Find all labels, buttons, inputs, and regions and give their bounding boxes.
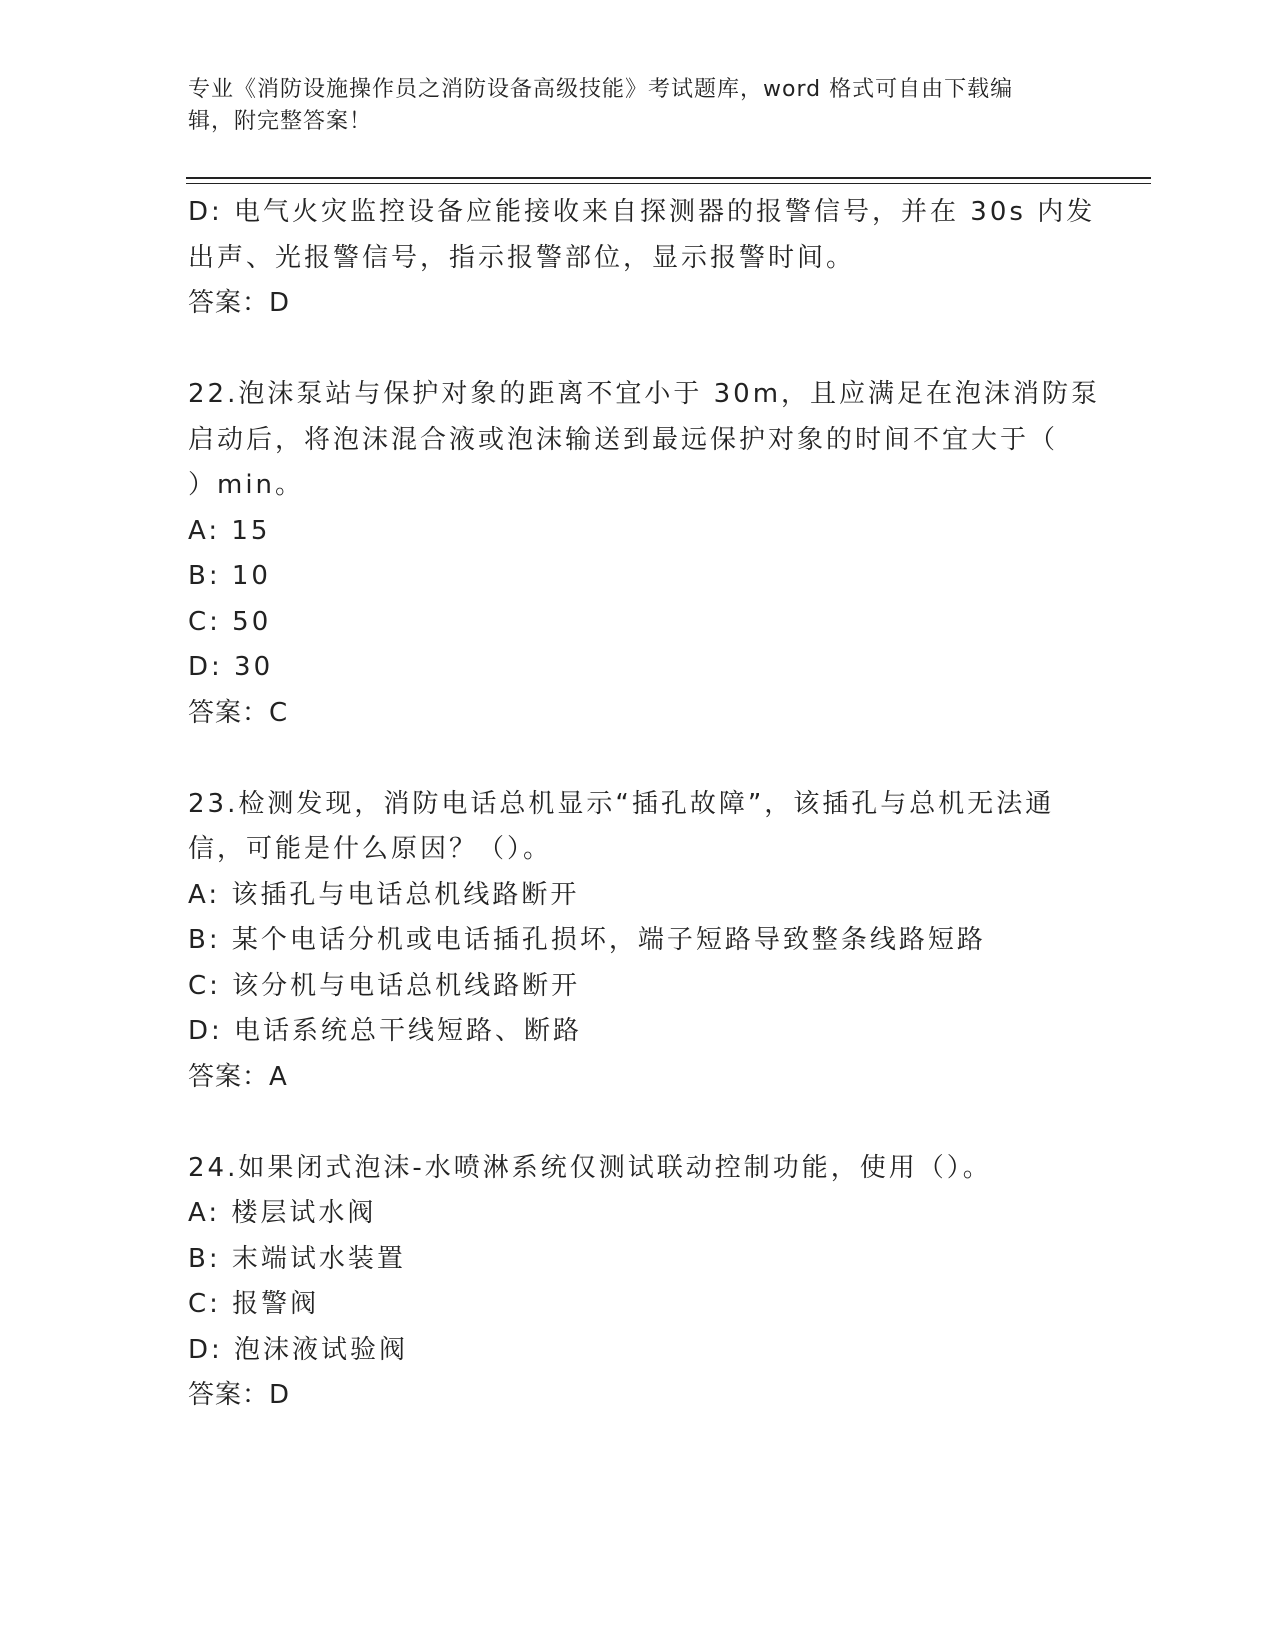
page-header — [188, 74, 1068, 138]
answer: 答案：A — [188, 1061, 288, 1092]
question-stem: ）min。 — [188, 470, 305, 500]
question-stem: 24.如果闭式泡沫-水喷淋系统仅测试联动控制功能，使用（）。 — [188, 1152, 992, 1183]
question-23 — [188, 782, 1088, 1101]
header-line-2: 辑，附完整答案！ — [188, 109, 373, 134]
answer: 答案：C — [188, 697, 289, 728]
question-24 — [188, 1146, 1088, 1419]
option-d: D: 30 — [188, 652, 274, 682]
option-b: B: 某个电话分机或电话插孔损坏，端子短路导致整条线路短路 — [188, 925, 986, 955]
question-stem: 23.检测发现，消防电话总机显示“插孔故障”，该插孔与总机无法通 — [188, 788, 1055, 819]
option-d: D: 电气火灾监控设备应能接收来自探测器的报警信号，并在 30s 内发 — [188, 197, 1096, 227]
question-stem: 22.泡沫泵站与保护对象的距离不宜小于 30m，且应满足在泡沫消防泵 — [188, 379, 1101, 409]
answer: 答案：D — [188, 288, 291, 318]
question-22 — [188, 372, 1101, 736]
document-body — [188, 190, 1101, 1419]
option-c: C: 50 — [188, 606, 272, 637]
answer: 答案：D — [188, 1380, 291, 1410]
header-divider — [186, 177, 1151, 179]
option-b: B: 10 — [188, 561, 271, 591]
option-a: A: 楼层试水阀 — [188, 1198, 377, 1228]
option-c: C: 该分机与电话总机线路断开 — [188, 970, 581, 1001]
question-stem: 启动后，将泡沫混合液或泡沫输送到最远保护对象的时间不宜大于（ — [188, 424, 1059, 455]
header-line-1: 专业《消防设施操作员之消防设备高级技能》考试题库，word 格式可自由下载编 — [188, 77, 1014, 102]
question-stem: 信，可能是什么原因？（）。 — [188, 834, 553, 864]
option-d: D: 泡沫液试验阀 — [188, 1334, 409, 1365]
previous-question-tail — [188, 190, 1096, 327]
spacer — [188, 736, 1088, 782]
option-d: D: 电话系统总干线短路、断路 — [188, 1016, 583, 1046]
spacer — [188, 327, 1088, 373]
option-a: A: 15 — [188, 515, 271, 546]
header-divider-thin — [186, 183, 1151, 184]
option-d-continued: 出声、光报警信号，指示报警部位，显示报警时间。 — [188, 242, 856, 273]
option-c: C: 报警阀 — [188, 1289, 320, 1319]
spacer — [188, 1100, 1088, 1146]
option-a: A: 该插孔与电话总机线路断开 — [188, 879, 580, 910]
option-b: B: 末端试水装置 — [188, 1243, 406, 1274]
